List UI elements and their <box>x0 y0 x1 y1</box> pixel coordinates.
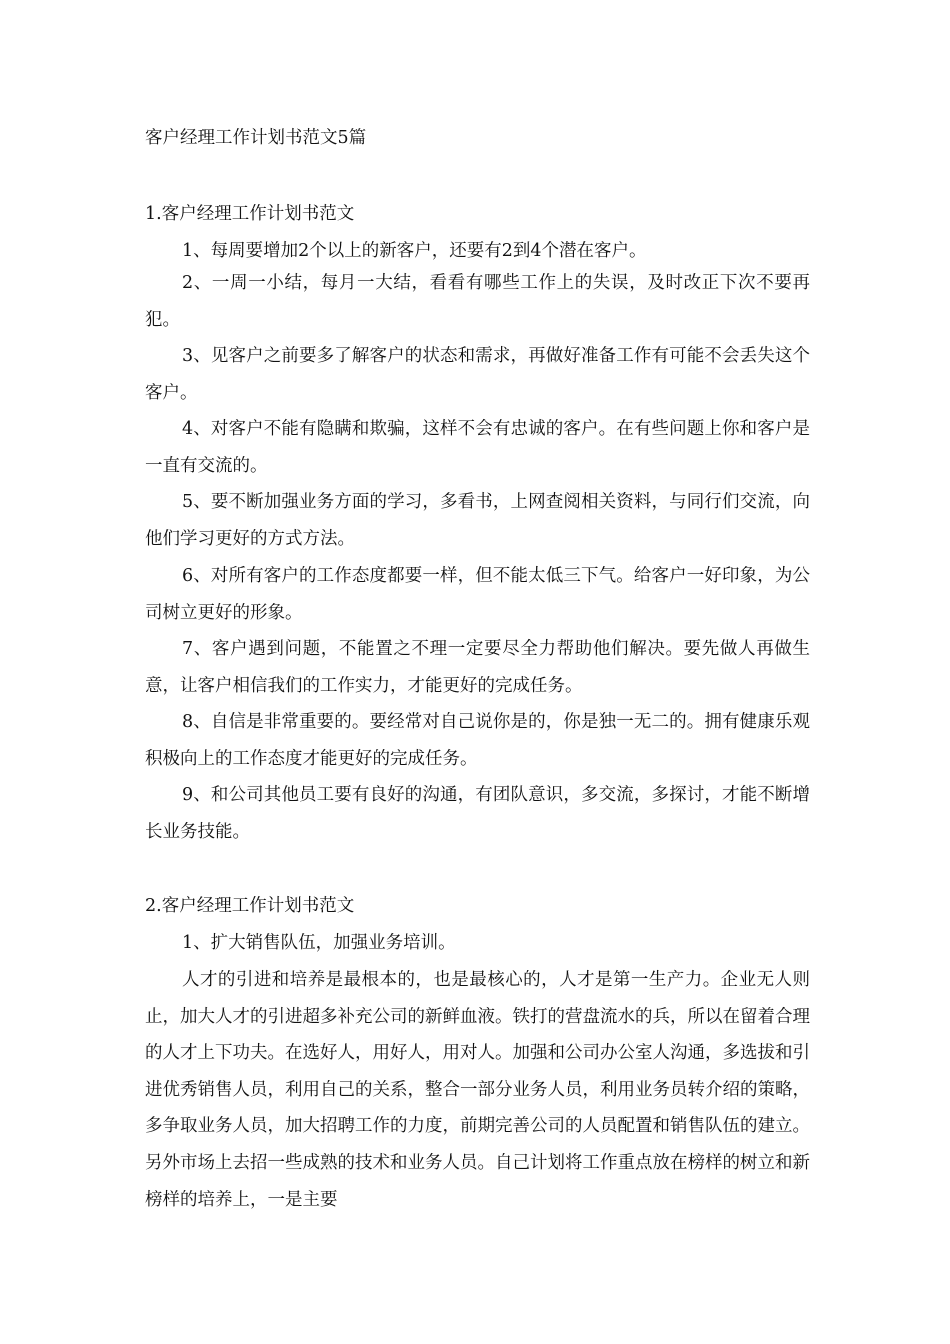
paragraph: 7、客户遇到问题，不能置之不理一定要尽全力帮助他们解决。要先做人再做生意，让客户相信我们的工作实力，才能更好的完成任务。 <box>145 639 810 696</box>
paragraph: 5、要不断加强业务方面的学习，多看书，上网查阅相关资料，与同行们交流，向他们学习更好的方式方法。 <box>145 492 810 549</box>
paragraph: 4、对客户不能有隐瞒和欺骗，这样不会有忠诚的客户。在有些问题上你和客户是一直有交流的。 <box>145 419 810 476</box>
section-heading: 2.客户经理工作计划书范文 <box>145 896 355 916</box>
paragraph: 8、自信是非常重要的。要经常对自己说你是的，你是独一无二的。拥有健康乐观积极向上的工作态度才能更好的完成任务。 <box>145 712 810 769</box>
paragraph: 1、每周要增加2个以上的新客户，还要有2到4个潜在客户。 <box>182 241 647 261</box>
paragraph: 人才的引进和培养是最根本的，也是最核心的，人才是第一生产力。企业无人则止，加大人才的引进超多补充公司的新鲜血液。铁打的营盘流水的兵，所以在留着合理的人才上下功夫。在选好人，用好人，用对人。加强和公司办公室人沟通，多选拔和引进优秀销售人员，利用自己的关系，整合一部分业务人员，利用业务员转介绍的策略，多争取业务人员，加大招聘工作的力度，前期完善公司的人员配置和销售队伍的建立。另外市场上去招一些成熟的技术和业务人员。自己计划将工作重点放在榜样的树立和新榜样的培养上，一是主要 <box>145 970 810 1210</box>
section-heading: 1.客户经理工作计划书范文 <box>145 204 355 224</box>
paragraph: 2、一周一小结，每月一大结，看看有哪些工作上的失误，及时改正下次不要再犯。 <box>145 273 810 330</box>
paragraph: 1、扩大销售队伍，加强业务培训。 <box>182 933 456 953</box>
paragraph: 6、对所有客户的工作态度都要一样，但不能太低三下气。给客户一好印象，为公司树立更好的形象。 <box>145 566 810 623</box>
document-title: 客户经理工作计划书范文5篇 <box>145 128 367 148</box>
paragraph: 9、和公司其他员工要有良好的沟通，有团队意识，多交流，多探讨，才能不断增长业务技能。 <box>145 785 810 842</box>
paragraph: 3、见客户之前要多了解客户的状态和需求，再做好准备工作有可能不会丢失这个客户。 <box>145 346 810 403</box>
